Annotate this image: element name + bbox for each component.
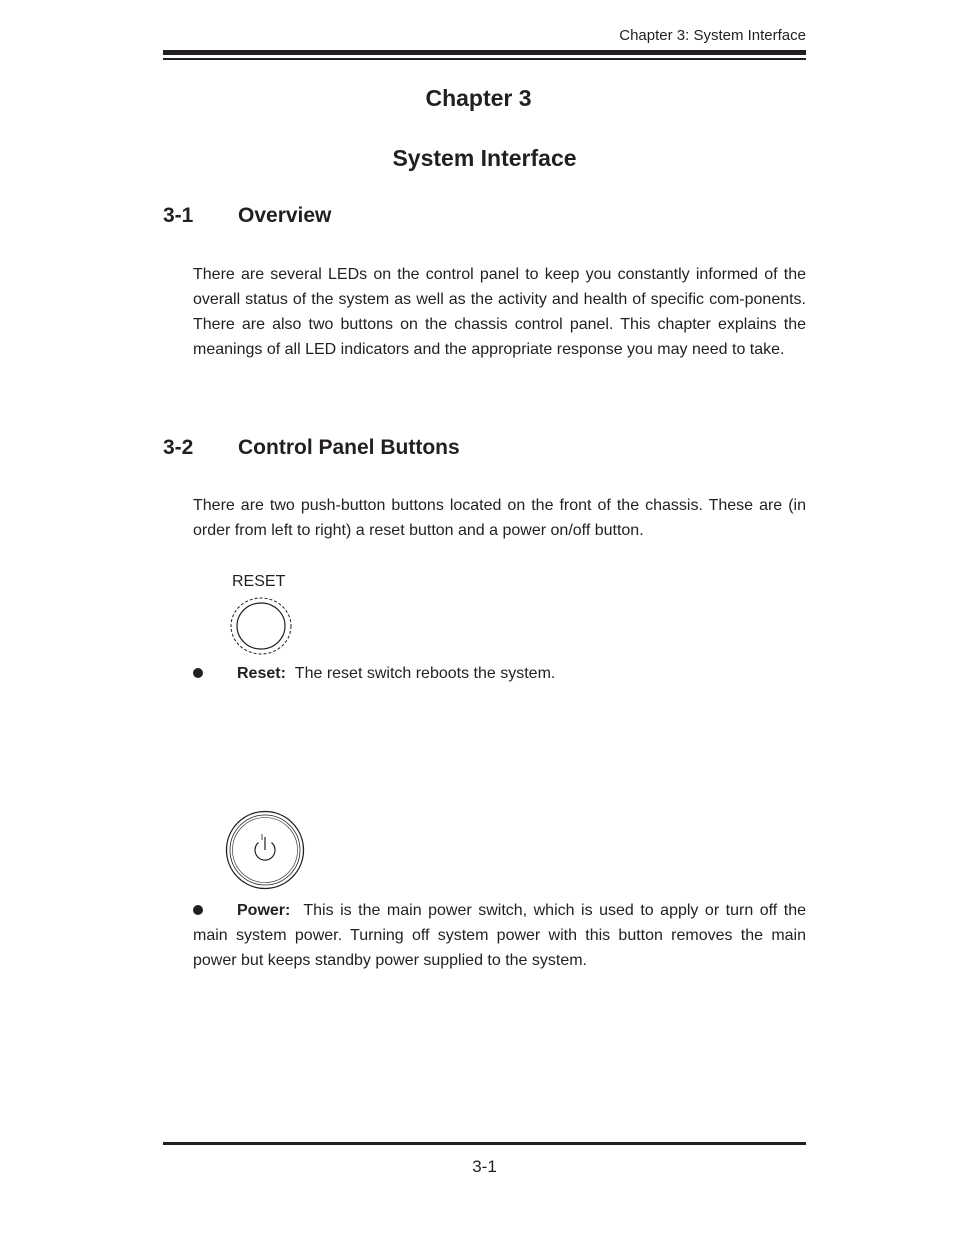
reset-description: The reset switch reboots the system.: [294, 665, 556, 682]
reset-term: Reset:: [237, 665, 286, 682]
bullet: [193, 668, 203, 678]
header-rule-thick: [163, 50, 806, 55]
footer-rule: [163, 1142, 806, 1145]
section-heading-overview: [163, 204, 331, 228]
power-button-icon: [225, 810, 305, 890]
running-header: Chapter 3: System Interface: [619, 27, 806, 44]
section-number: 3-2: [163, 436, 194, 459]
reset-button-icon: [230, 597, 294, 655]
overview-paragraph: There are several LEDs on the control panel to keep you constantly informed of the overall status of the system as well as the activity and health of specific com-ponents. There are also two buttons on the chassis control panel. This chapter explains the meanings of all LED indicators and the appropriate response you may need to take.: [193, 266, 806, 358]
reset-illustration-label: RESET: [232, 573, 286, 590]
reset-bullet-text: [237, 661, 555, 686]
section-title: Overview: [238, 204, 332, 227]
section-heading-control-panel-buttons: [163, 436, 460, 460]
power-paragraph: [193, 898, 806, 973]
power-term: Power:: [237, 902, 291, 919]
section-number: 3-1: [163, 204, 194, 227]
control-panel-buttons-paragraph: There are two push-button buttons located on the front of the chassis. These are (in order from left to right) a reset button and a power on/off button.: [193, 497, 806, 539]
chapter-title: System Interface: [392, 145, 577, 171]
power-description: This is the main power switch, which is used to apply or turn off the main system power. Turning off system power with this button removes the main power but keeps standby power supplied to the system.: [193, 902, 807, 969]
section-title: Control Panel Buttons: [238, 436, 460, 459]
page-number: 3-1: [472, 1157, 497, 1176]
header-rule-thin: [163, 58, 806, 60]
chapter-label: Chapter 3: [425, 85, 532, 111]
